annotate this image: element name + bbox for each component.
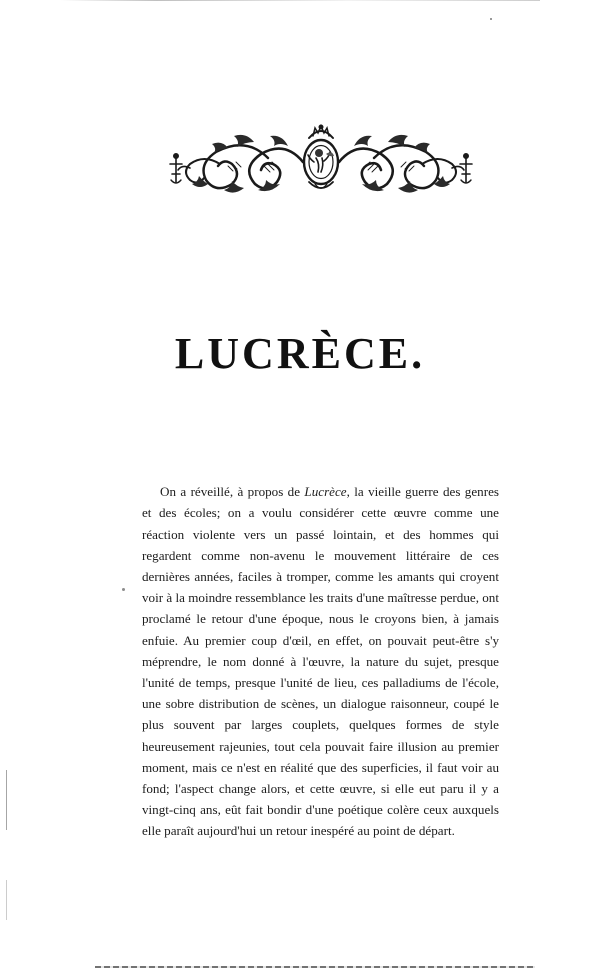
work-title-italic: Lucrèce xyxy=(304,484,347,500)
headpiece-ornament xyxy=(168,118,474,198)
chapter-title: LUCRÈCE. xyxy=(174,329,426,378)
scan-edge-left xyxy=(6,770,7,830)
scan-edge-top xyxy=(60,0,540,1)
paragraph-rest: , la vieille guerre des genres et des écoles; on a voulu considérer cette œuvre comme une réaction violente vers un passé lointain, et des hommes qui regardent comme non-avenu le mouvement littéraire de ces dernières années, faciles à tromper, comme les amants qui croyent voir à la moindre ressemblance les traits d'une maîtresse perdue, ont proclamé le retour d'une époque, nous le croyons bien, à jamais enfuie. Au premier coup d'œil, en effet, on pouvait peut-être s'y méprendre, le nom donné à l'œuvre, la nature du sujet, presque l'unité de temps, presque l'unité de lieu, ces palladiums de l'école, une sobre distribution de scènes, un dialogue raisonneur, coupé le plus souvent par larges couplets, quelques formes de style heureusement rajeunies, tout cela pouvait faire illusion au premier moment, mais ce n'est en réalité que des superficies, il faut voir au fond; l'aspect change alors, et cette œuvre, si elle eut paru il y a vingt-cinq ans, eût fait bondir d'une poétique colère ceux auxquels elle paraît aujourd'hui un retour inespéré au point de départ. xyxy=(142,484,499,839)
scan-edge-left xyxy=(6,880,7,920)
scan-speck xyxy=(122,588,125,591)
paragraph-intro: On a réveillé, à propos de xyxy=(160,484,305,500)
body-paragraph xyxy=(142,481,499,841)
scan-speck xyxy=(490,18,492,20)
scan-edge-bottom xyxy=(95,966,535,968)
